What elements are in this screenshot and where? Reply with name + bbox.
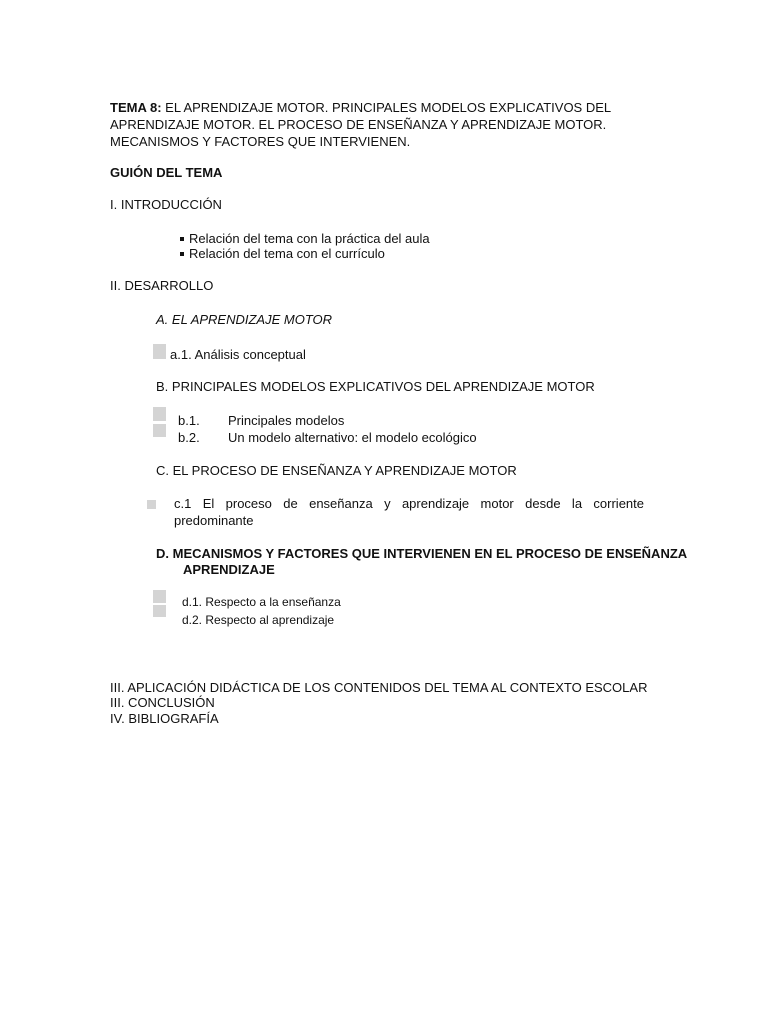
gray-marker-icon [147, 500, 156, 509]
item-d2: d.2. Respecto al aprendizaje [182, 613, 335, 627]
subsection-d-heading-line2: APRENDIZAJE [183, 562, 275, 577]
item-b1-num: b.1. [178, 413, 200, 428]
item-b2-text: Un modelo alternativo: el modelo ecológico [228, 430, 477, 445]
title-line-3: MECANISMOS Y FACTORES QUE INTERVIENEN. [110, 134, 411, 149]
gray-marker-icon [153, 424, 166, 437]
section-intro-heading: I. INTRODUCCIÓN [110, 197, 222, 212]
title-text-1: EL APRENDIZAJE MOTOR. PRINCIPALES MODELOS EXPLICATIVOS DEL [165, 100, 612, 115]
square-bullet-icon [180, 237, 184, 241]
intro-bullet-1-text: Relación del tema con la práctica del aula [189, 231, 430, 246]
subsection-d-heading-line1: D. MECANISMOS Y FACTORES QUE INTERVIENEN EN EL PROCESO DE ENSEÑANZA [156, 546, 688, 561]
gray-marker-icon [153, 344, 166, 359]
guion-heading: GUIÓN DEL TEMA [110, 165, 223, 180]
item-c1-line1: c.1 El proceso de enseñanza y aprendizaje motor desde la corriente [174, 496, 644, 511]
section-conclusion-heading: III. CONCLUSIÓN [110, 695, 215, 710]
title-line-2: APRENDIZAJE MOTOR. EL PROCESO DE ENSEÑANZA Y APRENDIZAJE MOTOR. [110, 117, 607, 132]
item-d1: d.1. Respecto a la enseñanza [182, 595, 341, 609]
square-bullet-icon [180, 252, 184, 256]
section-desarrollo-heading: II. DESARROLLO [110, 278, 214, 293]
intro-bullet-2 [180, 245, 385, 262]
title-line-1 [110, 99, 611, 116]
item-b1-text: Principales modelos [228, 413, 345, 428]
item-c1-line2: predominante [174, 513, 254, 528]
intro-bullet-2-text: Relación del tema con el currículo [189, 246, 385, 261]
gray-marker-icon [153, 407, 166, 421]
section-bibliografia-heading: IV. BIBLIOGRAFÍA [110, 711, 219, 726]
item-a1: a.1. Análisis conceptual [170, 347, 306, 362]
gray-marker-icon [153, 605, 166, 617]
subsection-c-heading: C. EL PROCESO DE ENSEÑANZA Y APRENDIZAJE MOTOR [156, 463, 517, 478]
section-aplicacion-heading: III. APLICACIÓN DIDÁCTICA DE LOS CONTENIDOS DEL TEMA AL CONTEXTO ESCOLAR [110, 680, 648, 695]
subsection-a-heading: A. EL APRENDIZAJE MOTOR [156, 312, 333, 327]
title-label: TEMA 8: [110, 100, 162, 115]
gray-marker-icon [153, 590, 166, 603]
subsection-b-heading: B. PRINCIPALES MODELOS EXPLICATIVOS DEL APRENDIZAJE MOTOR [156, 379, 595, 394]
item-b2-num: b.2. [178, 430, 200, 445]
